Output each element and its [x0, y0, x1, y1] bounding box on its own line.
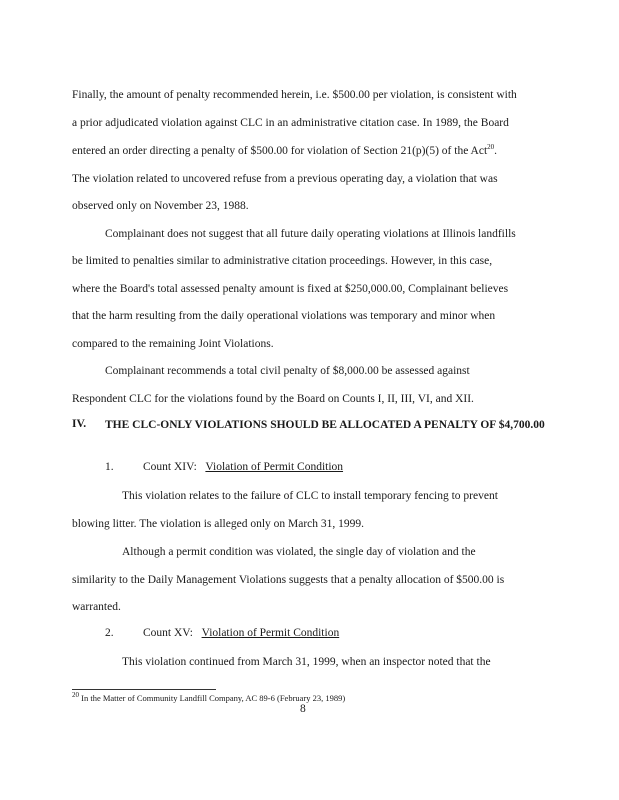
count-xiv-number: 1.	[105, 461, 114, 473]
footnote-separator	[72, 689, 216, 690]
paragraph-2-line-5: compared to the remaining Joint Violations.	[72, 338, 274, 350]
count-xv-title: Violation of Permit Condition	[201, 627, 340, 639]
count-xiv-para-b-line-2: similarity to the Daily Management Violations suggests that a penalty allocation of $500.00 is	[72, 574, 505, 586]
paragraph-1-line-3-text: entered an order directing a penalty of $500.00 for violation of Section 21(p)(5) of the Act	[72, 145, 488, 157]
count-xv-para-a-line-1: This violation continued from March 31, 1999, when an inspector noted that the	[122, 656, 491, 668]
paragraph-2-line-3: where the Board's total assessed penalty amount is fixed at $250,000.00, Complainant believes	[72, 283, 509, 295]
count-xiv-para-a-line-1: This violation relates to the failure of CLC to install temporary fencing to prevent	[122, 490, 498, 502]
page-number: 8	[300, 703, 306, 715]
count-xiv-title: Violation of Permit Condition	[205, 461, 344, 473]
count-xiv-para-b-line-3: warranted.	[72, 601, 121, 613]
footnote-ref-20: 20	[487, 143, 495, 152]
paragraph-1-line-3: entered an order directing a penalty of $500.00 for violation of Section 21(p)(5) of the Act$^{20}$.	[72, 143, 498, 157]
paragraph-2-line-2: be limited to penalties similar to administrative citation proceedings. However, in this case,	[72, 255, 493, 267]
footnote-marker: 20	[72, 691, 79, 700]
paragraph-3-line-1: Complainant recommends a total civil penalty of $8,000.00 be assessed against	[105, 365, 470, 377]
count-xiv-para-b-line-1: Although a permit condition was violated, the single day of violation and the	[122, 546, 476, 558]
count-xiv-para-a-line-2: blowing litter. The violation is alleged only on March 31, 1999.	[72, 518, 365, 530]
count-xiv-label: Count XIV:	[143, 461, 197, 473]
paragraph-1-line-4: The violation related to uncovered refuse from a previous operating day, a violation that was	[72, 173, 498, 185]
section-iv-number: IV.	[72, 418, 87, 430]
count-xv-number: 2.	[105, 627, 114, 639]
paragraph-3-line-2: Respondent CLC for the violations found by the Board on Counts I, II, III, VI, and XII.	[72, 393, 474, 405]
paragraph-2-line-1: Complainant does not suggest that all future daily operating violations at Illinois landfills	[105, 228, 516, 240]
section-iv-heading: THE CLC-ONLY VIOLATIONS SHOULD BE ALLOCATED A PENALTY OF $4,700.00	[105, 419, 545, 431]
count-xiv-heading	[143, 461, 343, 473]
paragraph-1-line-5: observed only on November 23, 1988.	[72, 200, 249, 212]
footnote-20	[72, 693, 345, 703]
paragraph-2-line-4: that the harm resulting from the daily operational violations was temporary and minor when	[72, 310, 496, 322]
count-xv-heading	[143, 627, 339, 639]
paragraph-1-line-2: a prior adjudicated violation against CLC in an administrative citation case. In 1989, the Board	[72, 117, 509, 129]
footnote-text: In the Matter of Community Landfill Company, AC 89-6 (February 23, 1989)	[81, 693, 346, 703]
paragraph-1-line-1: Finally, the amount of penalty recommended herein, i.e. $500.00 per violation, is consistent with	[72, 89, 517, 101]
count-xv-label: Count XV:	[143, 627, 193, 639]
